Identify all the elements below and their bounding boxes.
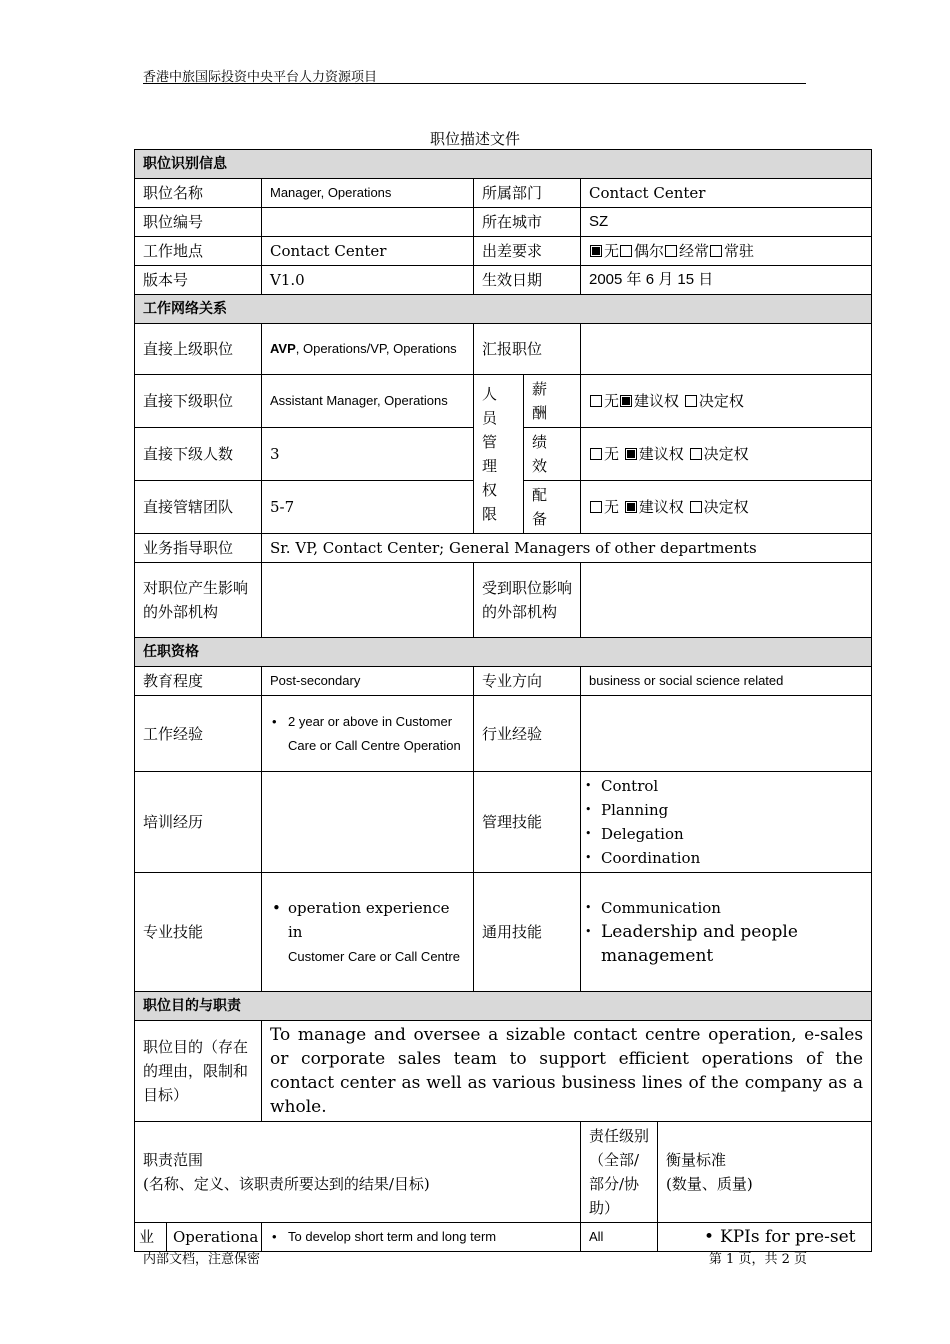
staffing-authority-options: 无 建议权 决定权 [581,481,872,534]
checkbox-icon[interactable] [620,245,632,257]
label-version: 版本号 [135,266,262,295]
label-subordinate-count: 直接下级人数 [135,428,262,481]
label-measurement: 衡量标准 (数量、质量) [658,1122,872,1223]
label-performance: 绩 效 [524,428,581,481]
document-title: 职位描述文件 [429,130,520,148]
value-direct-subordinate: Assistant Manager, Operations [262,375,474,428]
section-purpose: 职位目的与职责 [135,992,872,1021]
value-job-code [262,208,474,237]
travel-options: 无 偶尔 经常 常驻 [581,237,872,266]
section-qualification: 任职资格 [135,638,872,667]
checkbox-icon[interactable] [690,501,702,513]
label-personnel-authority: 人 员 管 理 权 限 [474,375,524,534]
value-report-position [581,324,872,375]
checkbox-icon[interactable] [685,395,697,407]
label-team: 直接管辖团队 [135,481,262,534]
value-department: Contact Center [581,179,872,208]
checkbox-checked-icon[interactable] [620,395,632,407]
row-category: 业 [135,1223,167,1252]
list-item: • Coordination [583,846,863,870]
label-training: 培训经历 [135,772,262,873]
label-city: 所在城市 [474,208,581,237]
value-version: V1.0 [262,266,474,295]
checkbox-icon[interactable] [710,245,722,257]
value-direct-superior: AVP, Operations/VP, Operations [262,324,474,375]
list-item: • Leadership and people management [583,920,863,968]
label-salary: 薪 酬 [524,375,581,428]
salary-authority-options: 无 建议权 决定权 [581,375,872,428]
header-rule [143,83,806,84]
value-work-location: Contact Center [262,237,474,266]
list-item: • 2 year or above in Customer Care or Call Centre Operation [270,710,465,758]
value-job-title: Manager, Operations [262,179,474,208]
value-job-purpose: To manage and oversee a sizable contact centre operation, e-sales or corporate sales team to support efficient operations of the contact center as well as various business lines of the company as a whole. [262,1021,872,1122]
footer-confidential: 内部文档，注意保密 [143,1252,261,1267]
value-team: 5-7 [262,481,474,534]
label-education: 教育程度 [135,667,262,696]
list-item: • Planning [583,798,863,822]
list-item: • operation experience in Customer Care or Call Centre [270,896,465,969]
label-responsibility-scope: 职责范围 (名称、定义、该职责所要达到的结果/目标) [135,1122,581,1223]
job-description-table [134,149,872,1252]
value-effective-date: 2005 年 6 月 15 日 [581,266,872,295]
value-affected-orgs [581,563,872,638]
checkbox-checked-icon[interactable] [625,448,637,460]
label-professional-skills: 专业技能 [135,873,262,992]
header-project: 香港中旅国际投资中央平台人力资源项目 [143,70,378,85]
value-major: business or social science related [581,667,872,696]
section-identification: 职位识别信息 [135,150,872,179]
checkbox-icon[interactable] [590,448,602,460]
row-level: All [581,1223,658,1252]
checkbox-icon[interactable] [690,448,702,460]
label-industry-experience: 行业经验 [474,696,581,772]
row-area: Operationa [167,1223,262,1252]
row-kpi: • KPIs for pre-set [658,1223,872,1252]
label-management-skills: 管理技能 [474,772,581,873]
value-city: SZ [581,208,872,237]
value-training [262,772,474,873]
performance-authority-options: 无 建议权 决定权 [581,428,872,481]
label-responsibility-level: 责任级别（全部/部分/协助） [581,1122,658,1223]
list-item: • Control [583,774,863,798]
label-affecting-orgs: 对职位产生影响的外部机构 [135,563,262,638]
checkbox-icon[interactable] [590,501,602,513]
row-description: • To develop short term and long term [262,1223,581,1252]
label-direct-superior: 直接上级职位 [135,324,262,375]
section-network: 工作网络关系 [135,295,872,324]
value-subordinate-count: 3 [262,428,474,481]
label-staffing: 配 备 [524,481,581,534]
label-major: 专业方向 [474,667,581,696]
value-industry-experience [581,696,872,772]
label-affected-orgs: 受到职位影响的外部机构 [474,563,581,638]
value-work-experience [262,696,474,772]
list-item: • Communication [583,896,863,920]
value-general-skills [581,873,872,992]
label-report-position: 汇报职位 [474,324,581,375]
label-work-location: 工作地点 [135,237,262,266]
checkbox-checked-icon[interactable] [625,501,637,513]
value-education: Post-secondary [262,667,474,696]
value-business-guidance: Sr. VP, Contact Center; General Managers of other departments [262,534,872,563]
label-job-title: 职位名称 [135,179,262,208]
checkbox-checked-icon[interactable] [590,245,602,257]
label-travel: 出差要求 [474,237,581,266]
label-general-skills: 通用技能 [474,873,581,992]
checkbox-icon[interactable] [590,395,602,407]
label-department: 所属部门 [474,179,581,208]
checkbox-icon[interactable] [665,245,677,257]
label-business-guidance: 业务指导职位 [135,534,262,563]
label-job-code: 职位编号 [135,208,262,237]
value-affecting-orgs [262,563,474,638]
label-work-experience: 工作经验 [135,696,262,772]
value-management-skills [581,772,872,873]
value-professional-skills [262,873,474,992]
label-effective-date: 生效日期 [474,266,581,295]
footer-page-number: 第 1 页，共 2 页 [708,1252,807,1267]
label-job-purpose: 职位目的（存在的理由，限制和目标） [135,1021,262,1122]
list-item: • Delegation [583,822,863,846]
label-direct-subordinate: 直接下级职位 [135,375,262,428]
